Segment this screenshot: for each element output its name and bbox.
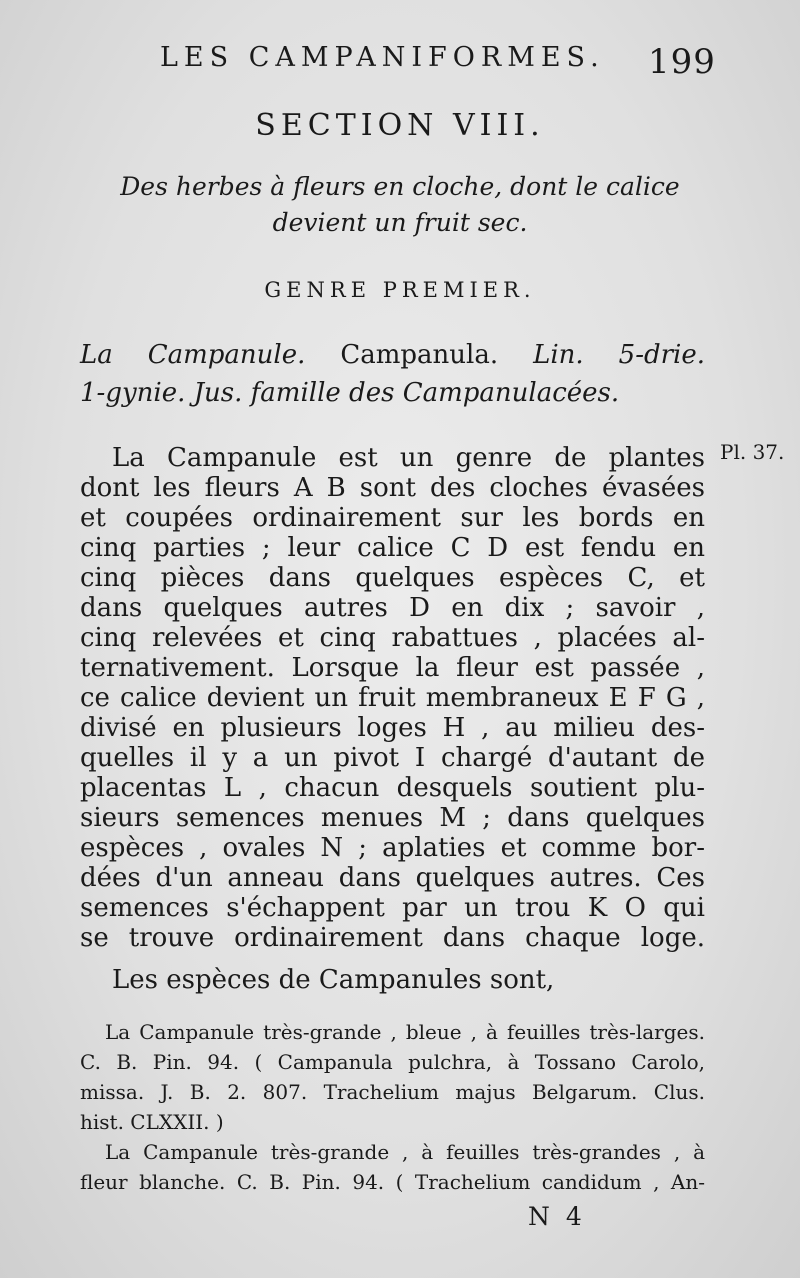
body-line: se trouve ordinairement dans chaque loge. bbox=[80, 923, 705, 953]
genus-line-1 bbox=[80, 340, 705, 370]
body-line: cinq parties ; leur calice C D est fendu en bbox=[80, 533, 705, 563]
subtitle-line: devient un fruit sec. bbox=[272, 208, 528, 237]
body-line: placentas L , chacun desquels soutient plu- bbox=[80, 773, 705, 803]
body-line: divisé en plusieurs loges H , au milieu des- bbox=[80, 713, 705, 743]
body-line: sieurs semences menues M ; dans quelques bbox=[80, 803, 705, 833]
footnote-line: La Campanule très-grande , à feuilles très-grandes , à bbox=[105, 1140, 705, 1164]
footnote-line: hist. CLXXII. ) bbox=[80, 1110, 224, 1134]
running-header: LES CAMPANIFORMES. bbox=[160, 42, 605, 73]
plate-reference: Pl. 37. bbox=[720, 440, 785, 464]
body-line: espèces , ovales N ; aplaties et comme bor- bbox=[80, 833, 705, 863]
body-line: ce calice devient un fruit membraneux E F G , bbox=[80, 683, 705, 713]
genus-class: 5-drie. bbox=[618, 340, 706, 370]
signature-mark: N 4 bbox=[528, 1202, 586, 1231]
genre-heading: GENRE PREMIER. bbox=[264, 278, 536, 302]
body-line: dans quelques autres D en dix ; savoir , bbox=[80, 593, 705, 623]
body-line: La Campanule est un genre de plantes bbox=[112, 443, 705, 473]
footnote-line: La Campanule très-grande , bleue , à feuilles très-larges. bbox=[105, 1020, 705, 1044]
genus-name: La Campanule. bbox=[80, 340, 306, 370]
genus-lin: Lin. bbox=[533, 340, 584, 370]
body-line: dont les fleurs A B sont des cloches évasées bbox=[80, 473, 705, 503]
body-line: quelles il y a un pivot I chargé d'autant de bbox=[80, 743, 705, 773]
body-line: cinq pièces dans quelques espèces C, et bbox=[80, 563, 705, 593]
body-line: dées d'un anneau dans quelques autres. Ces bbox=[80, 863, 705, 893]
page-number: 199 bbox=[648, 42, 716, 82]
body-line: cinq relevées et cinq rabattues , placées al- bbox=[80, 623, 705, 653]
subtitle-line: Des herbes à fleurs en cloche, dont le calice bbox=[120, 172, 680, 201]
body-line: et coupées ordinairement sur les bords en bbox=[80, 503, 705, 533]
body-line: semences s'échappent par un trou K O qui bbox=[80, 893, 705, 923]
section-title: SECTION VIII. bbox=[255, 108, 545, 143]
footnote-line: fleur blanche. C. B. Pin. 94. ( Trachelium candidum , An- bbox=[80, 1170, 705, 1194]
genus-latin: Campanula. bbox=[340, 340, 499, 370]
genus-line-2: 1-gynie. Jus. famille des Campanulacées. bbox=[80, 378, 620, 408]
footnote-line: missa. J. B. 2. 807. Trachelium majus Belgarum. Clus. bbox=[80, 1080, 705, 1104]
body-line: ternativement. Lorsque la fleur est passée , bbox=[80, 653, 705, 683]
species-intro: Les espèces de Campanules sont, bbox=[112, 965, 555, 995]
footnote-line: C. B. Pin. 94. ( Campanula pulchra, à Tossano Carolo, bbox=[80, 1050, 705, 1074]
